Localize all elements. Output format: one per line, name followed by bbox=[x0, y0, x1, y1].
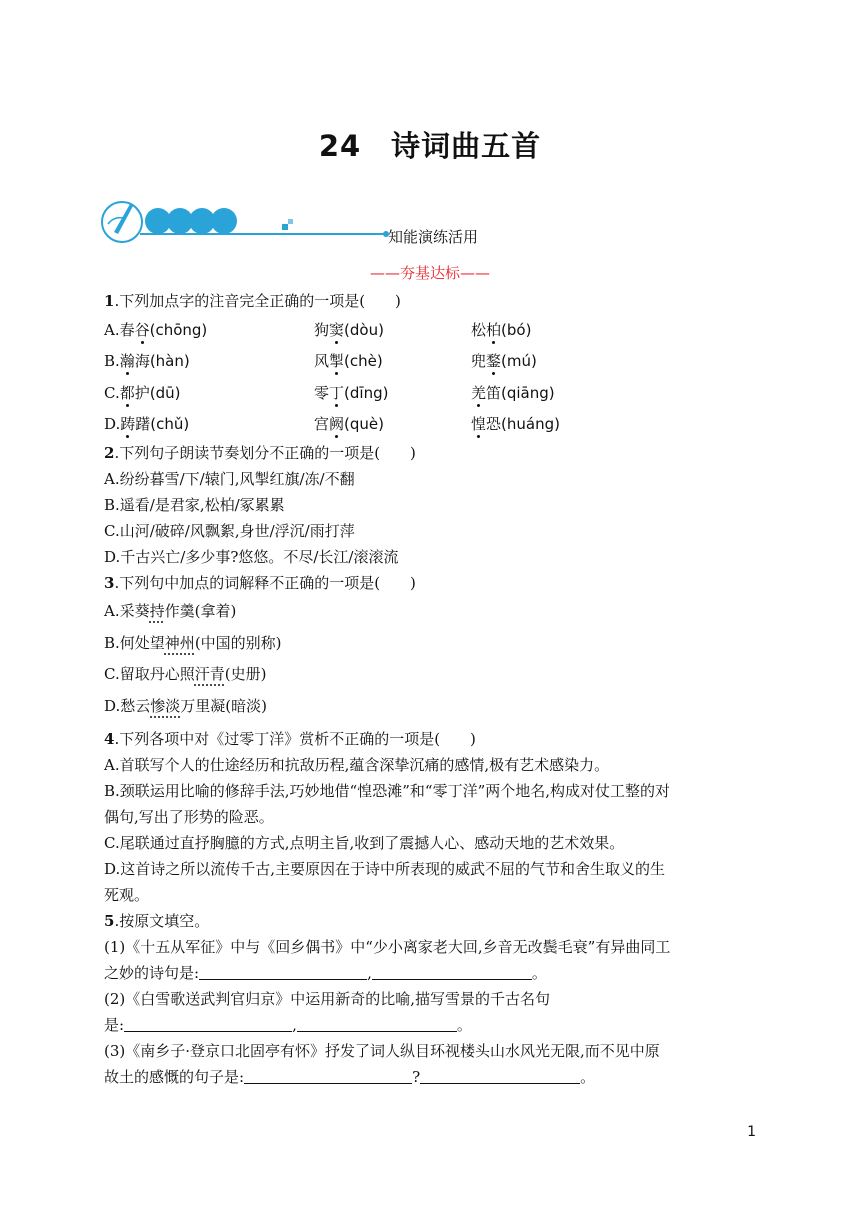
q4-line: C.尾联通过直抒胸臆的方式,点明主旨,收到了震撼人心、感动天地的艺术效果。 bbox=[104, 834, 625, 852]
q3-option: A.采葵持作羹(拿着) bbox=[104, 602, 237, 620]
q1-option-cell: C.都护(dū) bbox=[104, 383, 181, 402]
q3-option: D.愁云惨淡万里凝(暗淡) bbox=[104, 696, 267, 715]
dotted-character: 都 bbox=[119, 383, 135, 402]
q3-option: C.留取丹心照汗青(史册) bbox=[104, 665, 267, 683]
answer-blank[interactable] bbox=[244, 1065, 412, 1084]
q1-option-cell: 零丁(dīng) bbox=[314, 383, 389, 402]
q5-part3-blanks: 故土的感慨的句子是: ? 。 bbox=[104, 1064, 754, 1090]
section-heading: ——夯基达标—— bbox=[369, 264, 490, 282]
lesson-number: 24 bbox=[318, 129, 362, 163]
answer-blank[interactable] bbox=[372, 961, 532, 980]
q2-option-b: B.遥看/是君家,松柏/冢累累 bbox=[104, 496, 285, 514]
q5-stem: 5.按原文填空。 bbox=[104, 912, 210, 930]
dotted-character: 瀚 bbox=[119, 352, 135, 371]
q1-option-cell: D.踌躇(chǔ) bbox=[104, 415, 190, 434]
dotted-character: 柏 bbox=[486, 320, 502, 339]
q2-option-a: A.纷纷暮雪/下/辕门,风掣红旗/冻/不翻 bbox=[104, 470, 355, 488]
q1-option-cell: 风掣(chè) bbox=[314, 352, 383, 371]
q1-option-cell: A.春谷(chōng) bbox=[104, 320, 208, 339]
answer-blank[interactable] bbox=[297, 1013, 457, 1032]
q5-part1-blanks: 之妙的诗句是: , 。 bbox=[104, 960, 754, 986]
q4-line: B.颈联运用比喻的修辞手法,巧妙地借“惶恐滩”和“零丁洋”两个地名,构成对仗工整的对 bbox=[104, 782, 671, 800]
dotted-word: 汗青 bbox=[194, 665, 225, 683]
q4-stem: 4.下列各项中对《过零丁洋》赏析不正确的一项是( ) bbox=[104, 730, 476, 748]
q5-part2-blanks: 是: , 。 bbox=[104, 1012, 754, 1038]
dotted-character: 窦 bbox=[329, 320, 345, 339]
dotted-character: 惶 bbox=[471, 415, 487, 434]
q4-line: D.这首诗之所以流传千古,主要原因在于诗中所表现的威武不屈的气节和舍生取义的生 bbox=[104, 860, 666, 878]
q4-line: A.首联写个人的仕途经历和抗敌历程,蕴含深挚沉痛的感情,极有艺术感染力。 bbox=[104, 756, 610, 774]
q2-stem: 2.下列句子朗读节奏划分不正确的一项是( ) bbox=[104, 444, 416, 462]
answer-blank[interactable] bbox=[420, 1065, 580, 1084]
q1-option-row bbox=[104, 377, 754, 409]
q5-part2-text: (2)《白雪歌送武判官归京》中运用新奇的比喻,描写雪景的千古名句 bbox=[104, 990, 551, 1008]
dotted-character: 阙 bbox=[329, 415, 345, 434]
q2-option-d: D.千古兴亡/多少事?悠悠。不尽/长江/滚滚流 bbox=[104, 548, 399, 566]
banner-label: 知能演练活用 bbox=[388, 228, 479, 246]
q1-option-cell: 羌笛(qiāng) bbox=[471, 383, 555, 402]
q4-line: 死观。 bbox=[104, 886, 150, 904]
q3-stem: 3.下列句中加点的词解释不正确的一项是( ) bbox=[104, 574, 416, 592]
dotted-character: 踌 bbox=[120, 415, 136, 434]
q1-option-cell: 惶恐(huáng) bbox=[471, 415, 560, 434]
answer-blank[interactable] bbox=[199, 961, 367, 980]
q1-options bbox=[104, 314, 754, 440]
q1-option-row bbox=[104, 409, 754, 441]
q2-option-c: C.山河/破碎/风飘絮,身世/浮沉/雨打萍 bbox=[104, 522, 355, 540]
q1-option-cell: 宫阙(què) bbox=[314, 415, 384, 434]
q1-option-cell: 狗窦(dòu) bbox=[314, 320, 384, 339]
dotted-character: 羌 bbox=[471, 383, 487, 402]
page-title bbox=[0, 124, 860, 165]
dotted-word: 神州 bbox=[164, 633, 195, 652]
q1-option-row bbox=[104, 346, 754, 378]
dotted-character: 丁 bbox=[329, 383, 345, 402]
q1-option-row bbox=[104, 314, 754, 346]
q3-options bbox=[104, 596, 754, 722]
lesson-title: 诗词曲五首 bbox=[391, 129, 542, 163]
page-number: 1 bbox=[747, 1124, 756, 1140]
q5-part1-text: (1)《十五从军征》中与《回乡偶书》中“少小离家老大回,乡音无改鬓毛衰”有异曲同工 bbox=[104, 938, 671, 956]
q1-option-cell: 松柏(bó) bbox=[471, 320, 532, 339]
dotted-character: 掣 bbox=[329, 352, 345, 371]
dotted-character: 鍪 bbox=[486, 352, 502, 371]
q5-part3-text: (3)《南乡子·登京口北固亭有怀》抒发了词人纵目环视楼头山水风光无限,而不见中原 bbox=[104, 1042, 660, 1060]
q1-stem: 1.下列加点字的注音完全正确的一项是( ) bbox=[104, 292, 401, 310]
answer-blank[interactable] bbox=[124, 1013, 292, 1032]
dotted-character: 谷 bbox=[134, 320, 150, 339]
question-content bbox=[104, 288, 754, 1090]
q3-option: B.何处望神州(中国的别称) bbox=[104, 633, 282, 652]
q4-line: 偶句,写出了形势的险恶。 bbox=[104, 808, 274, 826]
q1-option-cell: 兜鍪(mú) bbox=[471, 352, 537, 371]
dotted-word: 惨淡 bbox=[150, 696, 181, 715]
dotted-word: 持 bbox=[149, 602, 165, 620]
q1-option-cell: B.瀚海(hàn) bbox=[104, 352, 190, 371]
